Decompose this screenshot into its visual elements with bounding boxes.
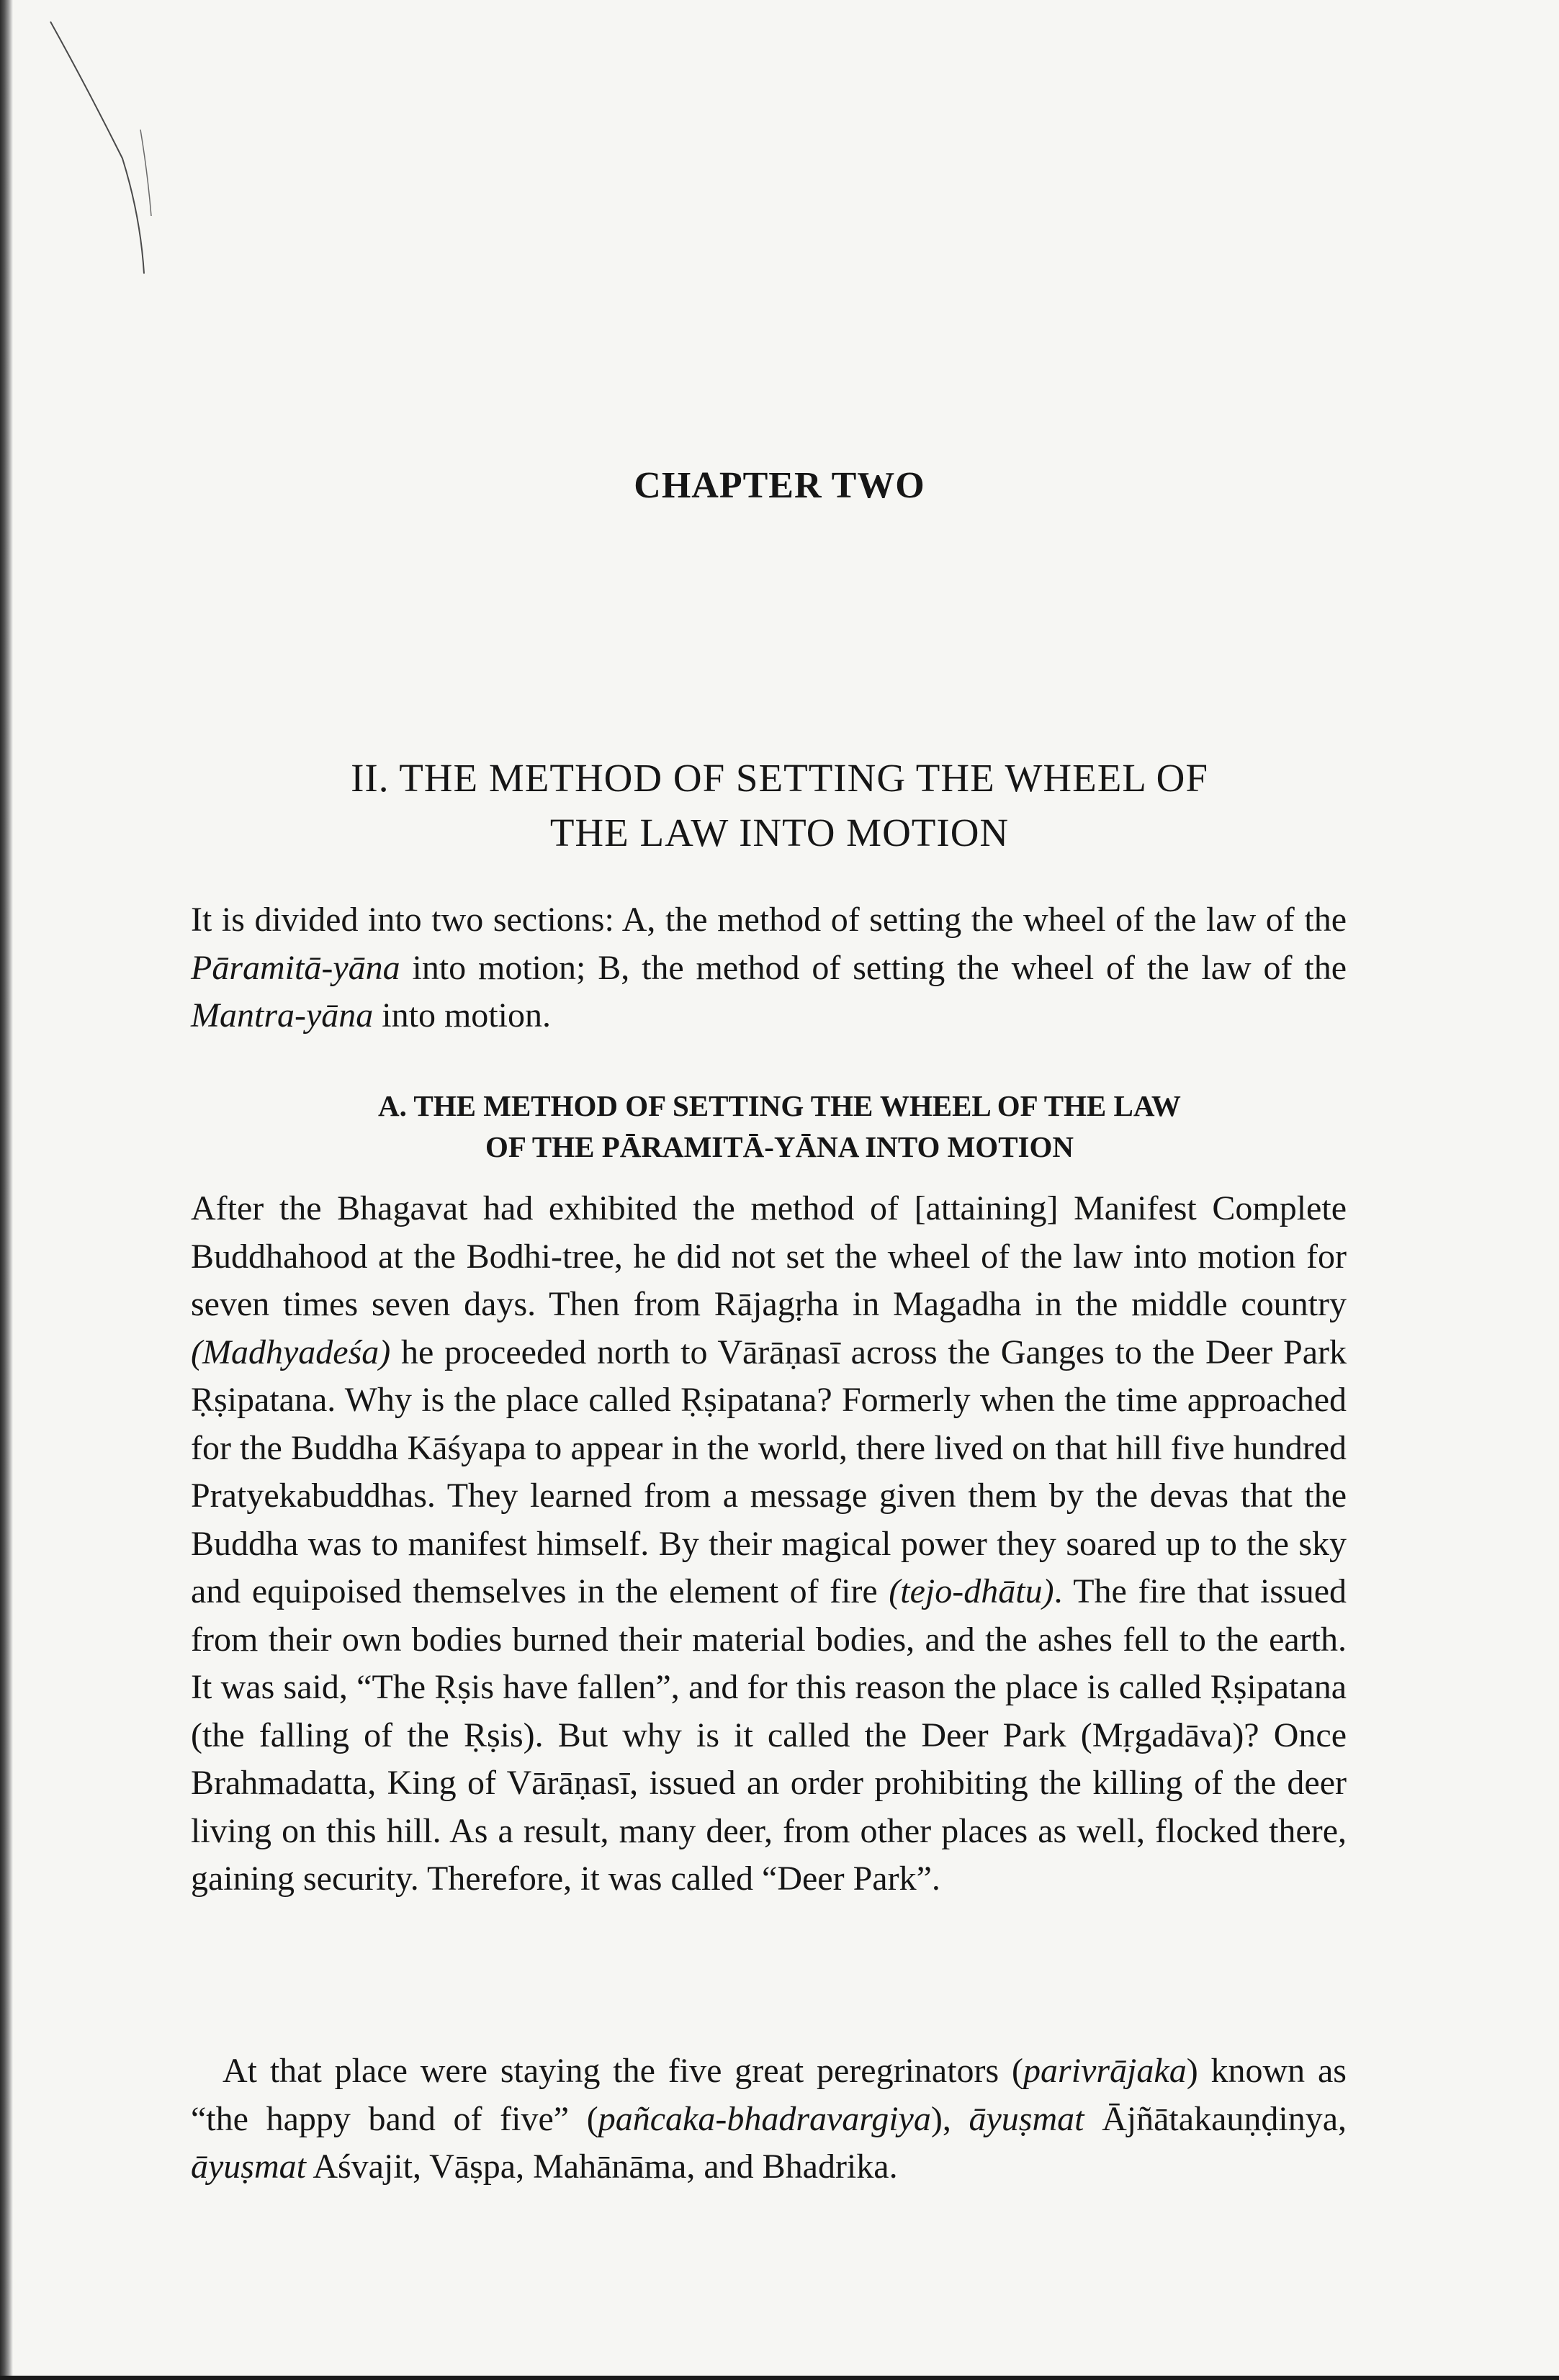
p2-text-2: ) known as “the happy band of five” ( bbox=[191, 2052, 1347, 2138]
intro-paragraph bbox=[191, 896, 1347, 1040]
p2-term-ayusmat-2: āyuṣmat bbox=[191, 2147, 306, 2186]
subsection-title-line-2: OF THE PĀRAMITĀ-YĀNA INTO MOTION bbox=[485, 1130, 1074, 1163]
p1-term-tejo-dhatu: (tejo-dhātu) bbox=[889, 1572, 1054, 1610]
intro-text-3: into motion. bbox=[373, 996, 551, 1035]
scan-bottom-edge bbox=[0, 2376, 1559, 2380]
scan-pencil-mark bbox=[0, 0, 187, 302]
section-title-line-2: THE LAW INTO MOTION bbox=[549, 811, 1010, 855]
p2-text-1: At that place were staying the five great peregrinators ( bbox=[223, 2052, 1024, 2090]
chapter-heading: CHAPTER TWO bbox=[634, 465, 925, 506]
intro-term-paramita-yana: Pāramitā-yāna bbox=[191, 948, 400, 987]
p2-term-pancaka-bhadravargiya: pañcaka-bhadravargiya bbox=[598, 2099, 931, 2138]
intro-text-2: into motion; B, the method of setting the wheel of the law of the bbox=[400, 948, 1347, 987]
p2-text-3: ), bbox=[930, 2099, 969, 2138]
p1-text-3: . The fire that issued from their own bodies burned their material bodies, and the ashes fell to the earth. It was said, “The Ṛṣis have fallen”, and for this reason the place is called Ṛṣipatana (the falling of the Ṛṣis). But why is it called the Deer Park (Mṛgadāva)? Once Brahmadatta, King of Vārāṇasī, issued an order prohibiting the killing of the deer living on this hill. As a result, many deer, from other places as well, flocked there, gaining security. Therefore, it was called “Deer Park”. bbox=[191, 1572, 1347, 1898]
p1-text-2: he proceeded north to Vārāṇasī across the Ganges to the Deer Park Ṛṣipatana. Why is the place called Ṛṣipatana? Formerly when the time approached for the Buddha Kāśyapa to appear in the world, there lived on that hill five hundred Pratyekabuddhas. They learned from a message given them by the devas that the Buddha was to manifest himself. By their magical power they soared up to the sky and equipoised themselves in the element of fire bbox=[191, 1333, 1347, 1610]
intro-text-1: It is divided into two sections: A, the method of setting the wheel of the law of the bbox=[191, 901, 1347, 939]
subsection-title-line-1: A. THE METHOD OF SETTING THE WHEEL OF THE LAW bbox=[378, 1089, 1181, 1122]
p2-text-5: Aśvajit, Vāṣpa, Mahānāma, and Bhadrika. bbox=[305, 2147, 898, 2186]
p2-text-4: Ājñātakauṇḍinya, bbox=[1084, 2099, 1347, 2138]
intro-term-mantra-yana: Mantra-yāna bbox=[191, 996, 374, 1035]
p1-text-1: After the Bhagavat had exhibited the method of [attaining] Manifest Complete Buddhahood at the Bodhi-tree, he did not set the wheel of the law into motion for seven times seven days. Then from Rājagṛha in Magadha in the middle country bbox=[191, 1189, 1347, 1323]
section-title bbox=[0, 751, 1559, 860]
subsection-title bbox=[0, 1086, 1559, 1168]
body-paragraph-2 bbox=[191, 2047, 1347, 2191]
section-title-line-1: II. THE METHOD OF SETTING THE WHEEL OF bbox=[351, 756, 1208, 800]
p1-term-madhyadesa: (Madhyadeśa) bbox=[191, 1333, 391, 1371]
p2-term-ayusmat-1: āyuṣmat bbox=[969, 2099, 1084, 2138]
p2-term-parivrajaka: parivrājaka bbox=[1023, 2052, 1187, 2090]
body-paragraph-1 bbox=[191, 1185, 1347, 1903]
scan-left-edge bbox=[0, 0, 13, 2380]
